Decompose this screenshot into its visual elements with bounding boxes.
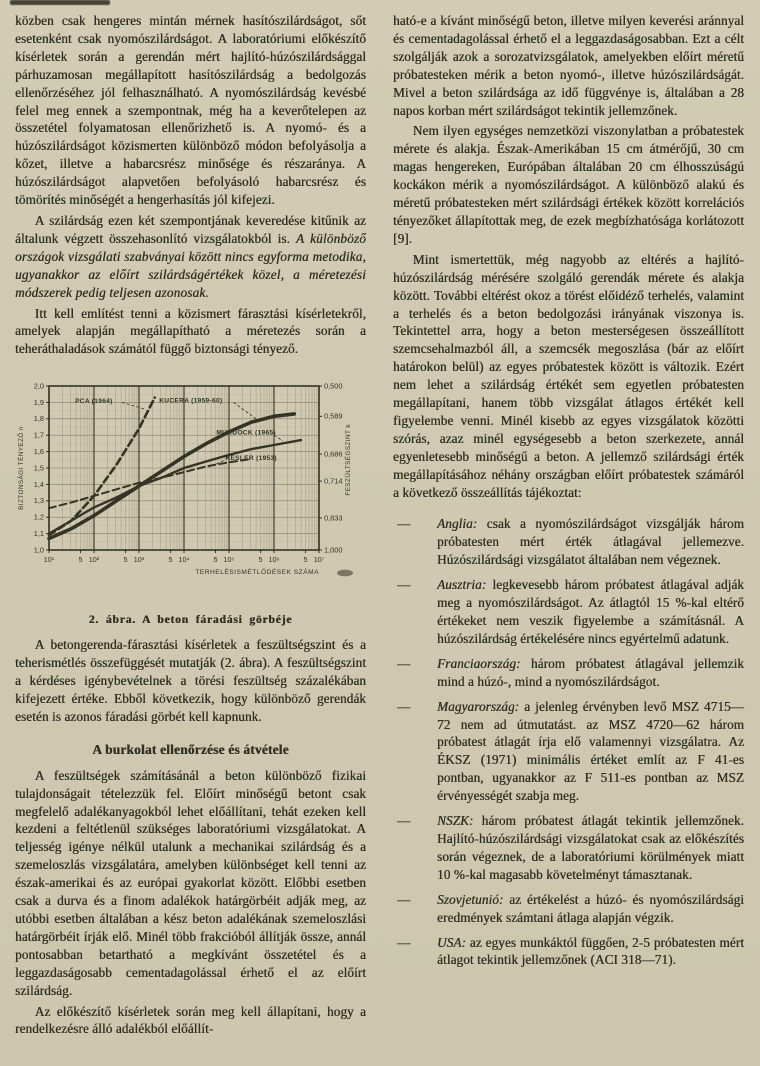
x-axis-tick-label: 10⁷ [313,555,325,565]
series-label: KESLER (1953) [225,455,277,463]
y-axis-left-tick-label: 1,1 [33,529,44,539]
paragraph: közben csak hengeres mintán mérnek hasítószilárdságot, sőt esetenként csak nyomószilárdságot. A laboratóriumi előkészítő kísérletek során a gerendán mért hajlító-húzószilárdsággal párhuzamosan megállapított hasítószilárdság a bedolgozás ellenőrzéséhez jól felhasználható. A nyomószilárdság kevésbé felel meg ennek a szempontnak, még ha a keverőtelepen az összetétel folyamatosan ellenőrizhető is. A nyomó- és a húzószilárdságot közismerten különböző módon befolyásolja a kőzet, illetve a habarcsrész minősége és részaránya. A húzószilárdságot alapvetően befolyásoló habarcsrész és tömörítés minőségét a hengerhasítás jól kifejezi. [15,13,366,208]
paragraph-emphasis: A különböző országok vizsgálati szabványai között nincs egyforma metodika, ugyanakkor az előírt szilárdságértékek közel, a méretezési módszerek pedig teljesen azonosak. [15,230,366,300]
country-name: USA: [437,934,466,950]
right-column [393,12,744,1058]
x-axis-tick-label: 5 [78,555,83,565]
figure-caption: 2. ábra. A beton fáradási görbéje [88,613,293,627]
section-heading: A burkolat ellenőrzése és átvétele [92,741,289,757]
left-column [15,12,366,1058]
y-axis-right-tick-label: 0,686 [324,449,343,459]
country-name: Szovjetunió: [437,891,504,907]
paragraph: A betongerenda-fárasztási kísérletek a feszültségszint és a teherismétlés összefüggését mutatják (2. ábra). A feszültségszint a kérdéses igénybevételnek a törési feszültség százalékában kifejezett értéke. Ebből következik, hogy különböző gerendák esetén is azonos fáradási görbét kell kapnunk. [15,637,366,724]
country-item [393,515,744,569]
y-axis-right-tick-label: 0,714 [324,476,343,486]
x-axis-tick-label: 10⁶ [268,555,280,565]
paragraph: A feszültségek számításánál a beton különböző fizikai tulajdonságait tételezzük fel. Előírt minőségű betont csak megfelelő adalékanyagokból lehet előállítani, tehát ezeken kell kezdeni a feltétlenül szükséges laboratóriumi vizsgálatokat. A teljesség igénye nélkül utalunk a mechanikai szilárdság és a szemeloszlás vizsgálatára, amelyben különbséget kell tenni az észak-amerikai és az európai gyakorlat között. Előbbi esetben csak a durva és a finom adalékok határgörbéit adják meg, az utóbbi esetben általában a kész beton adalékának szemeloszlási határgörbéit írják elő. Minél több frakcióból állítják össze, annál pontosabban betartható a megkívánt összetétel és a leggazdaságosabb cementadagolással érhető el az előírt szilárdság. [15,767,366,998]
paragraph: Az előkészítő kísérletek során meg kell állapítani, hogy a rendelkezésre álló adalékból előállít- [15,1003,366,1037]
country-item [393,655,744,691]
figure-2 [15,372,366,626]
country-name: NSZK: [437,813,474,829]
country-name: Anglia: [437,516,478,532]
y-axis-left-tick-label: 1,8 [33,414,44,424]
dash-marker: — [397,516,411,532]
y-axis-left-tick-label: 1,5 [33,463,44,473]
country-name: Magyarország: [437,698,520,714]
dash-marker: — [397,891,411,907]
x-axis-tick-label: 10⁴ [178,555,190,565]
y-axis-left-tick-label: 1,6 [33,447,44,457]
x-axis-title: TERHELÉSISMÉTLŐDÉSEK SZÁMA [195,569,319,577]
y-axis-right-tick-label: 0,589 [324,411,343,421]
y-axis-left-tick-label: 1,3 [33,496,44,506]
country-text: az egyes munkáktól függően, 2-5 próbatesten mért átlagot tekintik jellemzőnek (ACI 318—71). [437,934,744,968]
dash-marker: — [397,698,411,714]
dash-marker: — [397,577,411,593]
country-text: legkevesebb három próbatest átlagával adják meg a nyomószilárdságot. Az átlagtól 15 %-kal eltérő értékeket nem veszik figyelembe a számításnál. A húzószilárdság értékelésére nincs egyértelmű adatunk. [437,577,744,646]
y-axis-left-tick-label: 1,4 [33,480,44,490]
y-axis-left-tick-label: 2,0 [33,381,44,391]
paragraph: Mint ismertettük, még nagyobb az eltérés a hajlító-húzószilárdság mérésére szolgáló gerendák mérete és alakja között. További eltérést okoz a törést előidéző terhelés, valamint a terhelés és a beton bedolgozási irányának viszonya is. Tekintettel arra, hogy a beton mesterségesen összeállított szemcsehalmazból áll, a szemcsék megoszlása (bár az előírt határokon belül) az egyes próbatestek között is változik. Ezért nem lehet a szilárdság értékét sem egyetlen próbatesten megállapítani, hanem több vizsgálat átlagos értékét kell figyelembe venni. Minél kisebb az egyes vizsgálatok közötti szórás, azaz minél egységesebb a beton szerkezete, annál egyenletesebb minőségű a beton. A jellemző szilárdsági érték megállapításához néhány országban előírt próbatestek számáról a következő összeállítás tájékoztat: [393,251,744,500]
country-item [393,576,744,648]
dash-marker: — [397,655,411,671]
fatigue-curve-chart [15,372,367,604]
x-axis-tick-label: 10² [88,555,100,565]
scan-artifact [10,0,110,5]
x-axis-tick-label: 5 [123,555,128,565]
y-axis-left-tick-label: 1,9 [33,398,44,408]
country-item [393,891,744,927]
y-axis-left-tick-label: 1,7 [33,430,44,440]
country-item [393,698,744,805]
paragraph [15,212,366,302]
x-axis-tick-label: 5 [303,555,308,565]
y-axis-left-title: BIZTONSÁGI TÉNYEZŐ n [18,426,25,511]
paragraph-text: A szilárdság ezen két szempontjának keveredése kitűnik az általunk végzett összehasonlító vizsgálatokból is. [15,212,366,246]
series-label-leader [234,403,257,419]
country-text: három próbatest átlagát tekintik jellemzőnek. Hajlító-húzószilárdsági vizsgálatokat csak az előkészítés során végeznek, de a laboratóriumi körülmények miatt 10 %-kal magasabb követelményt támasztanak. [437,813,744,882]
series-label: KUCERA (1959-60) [159,397,223,405]
y-axis-right-tick-label: 1,000 [324,545,343,555]
country-text: három próbatest átlagával jellemzik mind a húzó-, mind a nyomószilárdságot. [437,655,744,689]
y-axis-right-tick-label: 0,500 [324,381,343,391]
x-axis-tick-label: 5 [168,555,173,565]
dash-marker: — [397,934,411,950]
x-axis-tick-label: 10⁵ [223,555,235,565]
country-item [393,812,744,884]
dash-marker: — [397,813,411,829]
y-axis-right-title: FESZÜLTSÉGSZINT k [345,424,352,496]
x-axis-tick-label: 10¹ [43,555,55,565]
country-name: Ausztria: [437,577,487,593]
y-axis-left-tick-label: 1,0 [33,545,44,555]
paragraph: Itt kell említést tenni a közismert fárasztási kísérletekről, amelyek alapján megállapítható a méretezés során a teheráthaladások számától függő biztonsági tényező. [15,305,366,357]
series-label: MURDOCK (1965) [216,429,276,437]
y-axis-right-tick-label: 0,833 [324,513,343,523]
country-list [393,515,744,969]
country-item [393,934,744,970]
x-axis-tick-label: 5 [213,555,218,565]
scan-smudge [337,570,353,577]
paragraph: Nem ilyen egységes nemzetközi viszonylatban a próbatestek mérete és alakja. Észak-Amerikában 15 cm átmérőjű, 30 cm magas hengereken, Európában általában 20 cm élhosszúságú kockákon mérik a nyomószilárdságot. A különböző alakú és méretű próbatesteken mért szilárdsági értékek között korrelációs tényezőket állapítottak meg, de ezek megbízhatósága korlátozott [9]. [393,123,744,246]
x-axis-tick-label: 10³ [133,555,145,565]
country-text: az értékelést a húzó- és nyomószilárdsági eredmények számtani átlaga alapján végzik. [437,891,744,925]
x-axis-tick-label: 5 [258,555,263,565]
paragraph: ható-e a kívánt minőségű beton, illetve milyen keverési aránnyal és cementadagolással érhető el a leggazdaságosabban. Ezt a célt szolgálják azok a sorozatvizsgálatok, amelyekben előírt méretű próbatesteken mérik a beton nyomó-, illetve húzószilárdságát. Mivel a beton szilárdsága az idő függvénye is, általában a 28 napos korban mért szilárdságot tekintik jellemzőnek. [393,13,744,118]
country-text: a jelenleg érvényben levő MSZ 4715—72 nem ad útmutatást. az MSZ 4720—62 három próbatest átlagát írja elő valamennyi vizsgálatra. Az ÉKSZ (1971) minimális értéket említ az F 41-es pontban, ugyanakkor az F 511-es pontban az MSZ érvényességét szabja meg. [437,698,744,804]
country-text: csak a nyomószilárdságot vizsgálják három próbatesten mért érték átlagával jellemezve. Húzószilárdsági vizsgálatot általában nem végeznek. [437,516,744,568]
y-axis-left-tick-label: 1,2 [33,512,44,522]
series-label: PCA (1964) [75,398,113,406]
country-name: Franciaország: [437,655,521,671]
